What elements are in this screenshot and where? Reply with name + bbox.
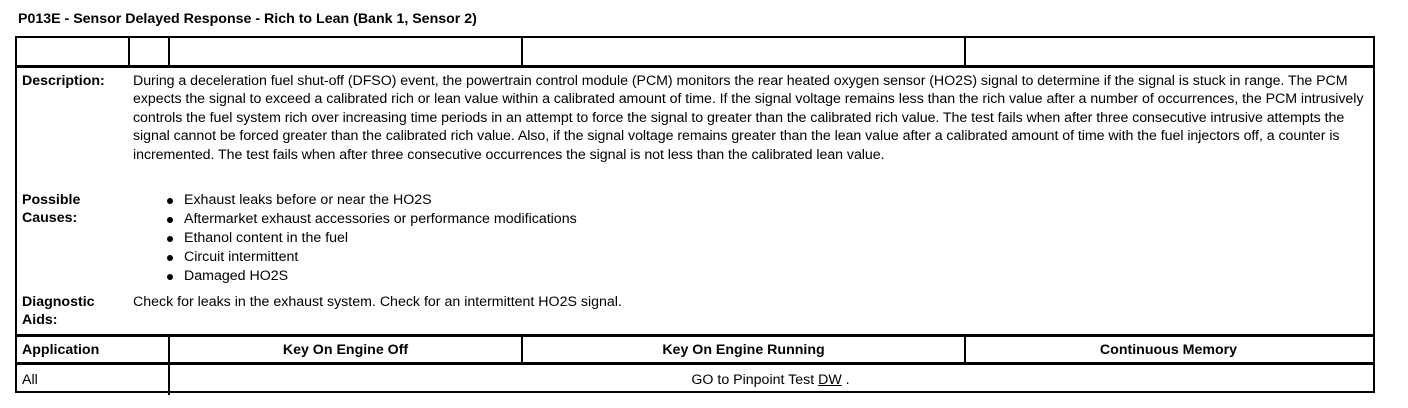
action-suffix: . bbox=[841, 372, 850, 388]
cause-item: Exhaust leaks before or near the HO2S bbox=[163, 191, 577, 210]
description-text: During a deceleration fuel shut-off (DFSO) event, the powertrain control module (PCM) monitors the rear heated oxygen sensor (HO2S) signal to determine if the signal is stuck in range. The PCM expects the signal to exceed a calibrated rich or lean value within a calibrated amount of time. If the signal voltage remains less than the rich value after a number of occurrences, the PCM intrusively controls the fuel system rich over increasing time periods in an attempt to force the signal to greater than the calibrated rich value. The test fails when after three consecutive intrusive attempts the signal cannot be forced greater than the calibrated rich value. Also, if the signal voltage remains greater than the lean value after a calibrated amount of time with the fuel injectors off, a counter is incremented. The test fails when after three consecutive occurrences the signal is not less than the calibrated lean value. bbox=[133, 73, 1364, 163]
top-divider-1 bbox=[128, 38, 130, 65]
header-application: Application bbox=[22, 342, 100, 358]
cause-item: Damaged HO2S bbox=[163, 267, 577, 286]
action-cell bbox=[170, 371, 1371, 389]
possible-causes-list bbox=[163, 191, 577, 286]
action-text: GO to Pinpoint Test bbox=[691, 372, 819, 388]
top-divider-2 bbox=[168, 38, 170, 65]
top-divider-3 bbox=[521, 38, 523, 65]
diagnostic-aids-label bbox=[22, 293, 95, 329]
top-row-rule bbox=[17, 65, 1373, 68]
header-top-rule bbox=[17, 334, 1373, 337]
diagnostic-aids-label-line1: Diagnostic bbox=[22, 294, 95, 310]
cause-item: Circuit intermittent bbox=[163, 248, 577, 267]
header-bottom-rule bbox=[17, 362, 1373, 365]
diagnostic-aids-label-line2: Aids: bbox=[22, 312, 58, 328]
cause-item: Aftermarket exhaust accessories or performance modifications bbox=[163, 210, 577, 229]
header-continuous-memory: Continuous Memory bbox=[1099, 342, 1238, 358]
header-key-on-engine-off: Key On Engine Off bbox=[282, 342, 409, 358]
possible-causes-label-line2: Causes: bbox=[22, 210, 78, 226]
possible-causes-label-line1: Possible bbox=[22, 192, 81, 208]
possible-causes-label bbox=[22, 191, 80, 227]
header-key-on-engine-running: Key On Engine Running bbox=[662, 342, 825, 358]
page-title: P013E - Sensor Delayed Response - Rich to Lean (Bank 1, Sensor 2) bbox=[18, 11, 477, 27]
top-divider-4 bbox=[964, 38, 966, 65]
description-label: Description: bbox=[22, 73, 105, 89]
pinpoint-test-link[interactable]: DW bbox=[818, 372, 842, 388]
cause-item: Ethanol content in the fuel bbox=[163, 229, 577, 248]
application-value: All bbox=[22, 372, 38, 388]
diagnostic-aids-text: Check for leaks in the exhaust system. Check for an intermittent HO2S signal. bbox=[133, 294, 622, 310]
dtc-table bbox=[15, 36, 1375, 393]
